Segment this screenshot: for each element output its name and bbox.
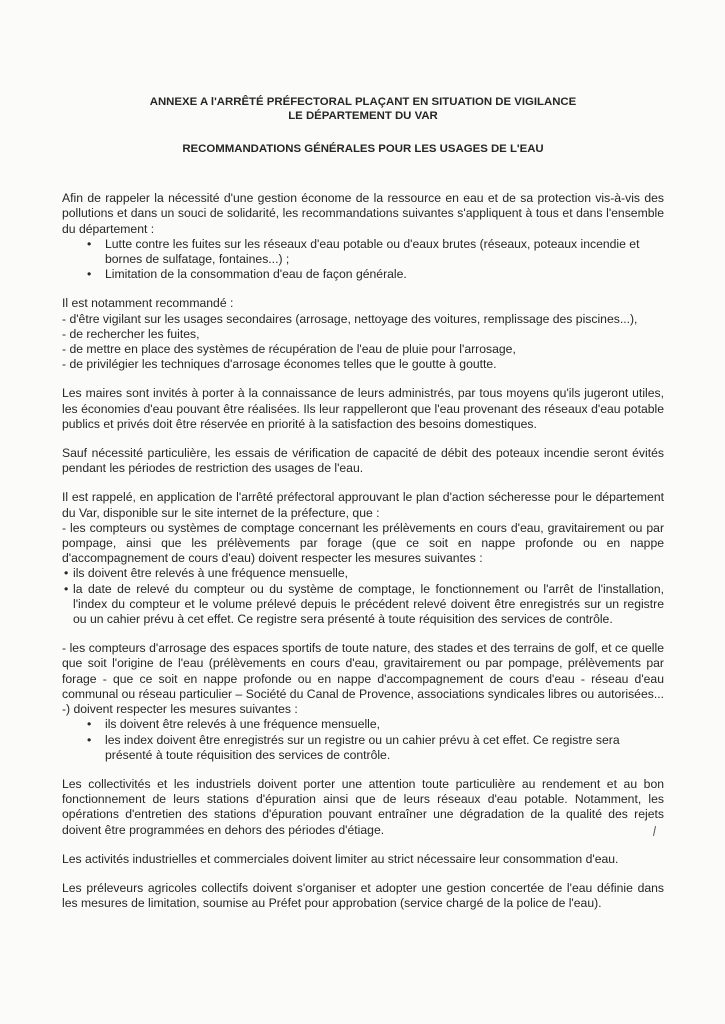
preleveurs-paragraph: Les préleveurs agricoles collectifs doivent s'organiser et adopter une gestion concertée de l'eau définie dans les mesures de limitation, soumise au Préfet pour approbation (service chargé de la police de l'eau). <box>62 880 664 911</box>
list-item: - de mettre en place des systèmes de récupération de l'eau de pluie pour l'arrosage, <box>62 342 516 357</box>
poteaux-paragraph: Sauf nécessité particulière, les essais de vérification de capacité de débit des poteaux incendie seront évités pendant les périodes de restriction des usages de l'eau. <box>62 446 664 476</box>
list-item: - d'être vigilant sur les usages secondaires (arrosage, nettoyage des voitures, remplissage des piscines...), <box>62 311 638 326</box>
title-line-2: LE DÉPARTEMENT DU VAR <box>288 109 438 122</box>
list-item: • Lutte contre les fuites sur les réseaux d'eau potable ou d'eaux brutes (réseaux, poteaux incendie et bornes de sulfatage, fontaines...) ; <box>62 237 664 267</box>
recommande-lead: Il est notamment recommandé : <box>62 296 234 311</box>
list-item: • la date de relevé du compteur ou du système de comptage, le fonctionnement ou l'arrêt de l'installation, l'index du compteur et le volume prélevé depuis le précédent relevé doivent être enregistrés sur un registre ou un cahier prévu à cet effet. Ce registre sera présenté à toute réquisition des services de contrôle. <box>62 582 664 628</box>
title-line-1: ANNEXE A l'ARRÊTÉ PRÉFECTORAL PLAÇANT EN SITUATION DE VIGILANCE <box>149 96 577 108</box>
list-item: • ils doivent être relevés à une fréquence mensuelle, <box>62 566 664 581</box>
intro-bullet-list <box>62 237 664 283</box>
compteurs-dot-list <box>62 566 664 627</box>
list-item: - de privilégier les techniques d'arrosage économes telles que le goutte à goutte. <box>62 357 497 372</box>
subtitle: RECOMMANDATIONS GÉNÉRALES POUR LES USAGES DE L'EAU <box>182 143 544 155</box>
collectivites-paragraph: Les collectivités et les industriels doivent porter une attention toute particulière au rendement et au bon fonctionnement de leurs stations d'épuration ainsi que de leurs réseaux d'eau potable. Notamment, les opérations d'entretien des stations d'épuration pouvant entraîner une dégradation de la qualité des rejets doivent être programmées en dehors des périodes d'étiage. <box>62 776 664 837</box>
activites-paragraph: Les activités industrielles et commerciales doivent limiter au strict nécessaire leur consommation d'eau. <box>62 851 619 866</box>
arrosage-paragraph: - les compteurs d'arrosage des espaces sportifs de toute nature, des stades et des terrains de golf, et ce quelle que soit l'origine de l'eau (prélèvements en cours d'eau, gravitairement ou par pompage, prélèvements par forage - que ce soit en nappe profonde ou en nappe d'accompagnement de cours d'eau - réseau d'eau communal ou réseau particulier – Société du Canal de Provence, associations syndicales libres ou autorisées... -) doivent respecter les mesures suivantes : <box>62 641 664 717</box>
intro-paragraph: Afin de rappeler la nécessité d'une gestion économe de la ressource en eau et de sa protection vis-à-vis des pollutions et dans un souci de solidarité, les recommandations suivantes s'appliquent à tous et dans l'ensemble du département : <box>62 191 664 236</box>
compteurs-paragraph: - les compteurs ou systèmes de comptage concernant les prélèvements en cours d'eau, gravitairement ou par pompage, ainsi que les prélèvements par forage (que ce soit en nappe profonde ou en nappe d'accompagnement de cours d'eau) doivent respecter les mesures suivantes : <box>62 520 664 566</box>
maires-paragraph: Les maires sont invités à porter à la connaissance de leurs administrés, par tous moyens qu'ils jugeront utiles, les économies d'eau pouvant être réalisées. Ils leur rappelleront que l'eau provenant des réseaux d'eau potable publics et privés doit être réservée en priorité à la satisfaction des besoins domestiques. <box>62 386 664 431</box>
document-page <box>62 96 664 911</box>
list-item: • les index doivent être enregistrés sur un registre ou un cahier prévu à cet effet. Ce registre sera présenté à toute réquisition des services de contrôle. <box>62 733 664 763</box>
rappel-paragraph: Il est rappelé, en application de l'arrêté préfectoral approuvant le plan d'action sécheresse pour le département du Var, disponible sur le site internet de la préfecture, que : <box>62 490 664 520</box>
arrosage-bullet-list <box>62 717 664 763</box>
list-item: - de rechercher les fuites, <box>62 326 200 341</box>
list-item: • Limitation de la consommation d'eau de façon générale. <box>62 267 664 282</box>
list-item: • ils doivent être relevés à une fréquence mensuelle, <box>62 717 664 732</box>
